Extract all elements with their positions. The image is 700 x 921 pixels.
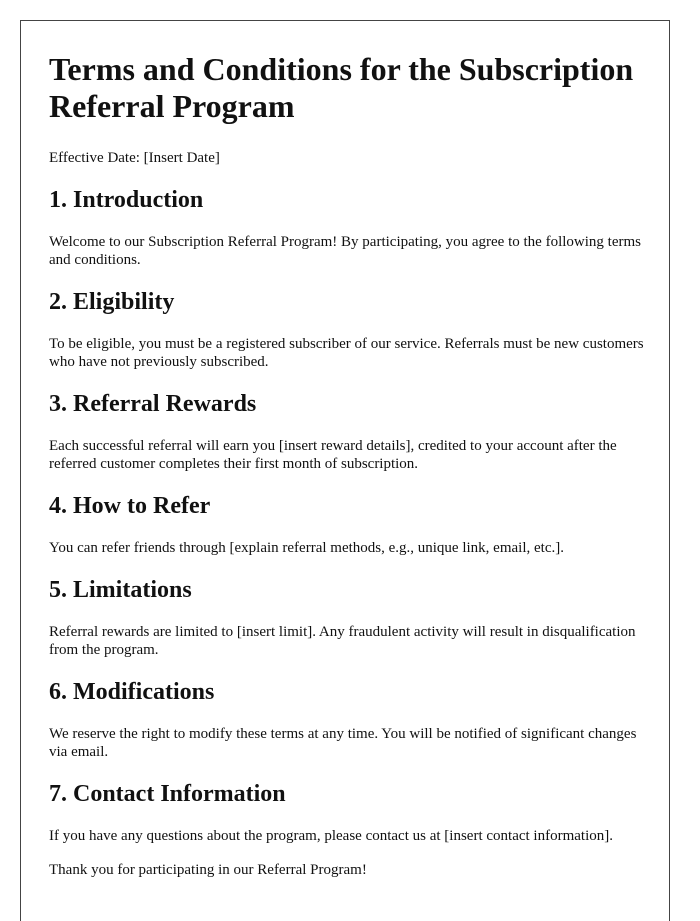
section-modifications — [49, 678, 649, 761]
closing-statement: Thank you for participating in our Referral Program! — [49, 862, 367, 878]
section-how-to-refer — [49, 492, 649, 557]
section-body: You can refer friends through [explain referral methods, e.g., unique link, email, etc.]. — [49, 540, 564, 556]
section-heading: 3. Referral Rewards — [49, 391, 257, 417]
document-page — [20, 20, 670, 921]
section-heading: 1. Introduction — [49, 187, 204, 213]
effective-date: Effective Date: [Insert Date] — [49, 150, 220, 166]
section-limitations — [49, 576, 649, 659]
section-eligibility — [49, 288, 649, 371]
section-heading: 4. How to Refer — [49, 493, 211, 519]
document-title: Terms and Conditions for the Subscription Referral Program — [49, 51, 634, 124]
section-body: Referral rewards are limited to [insert limit]. Any fraudulent activity will result in disqualification from the program. — [49, 624, 636, 658]
section-body: Each successful referral will earn you [insert reward details], credited to your account after the referred customer completes their first month of subscription. — [49, 438, 617, 472]
section-heading: 7. Contact Information — [49, 781, 286, 807]
section-heading: 6. Modifications — [49, 679, 215, 705]
section-heading: 5. Limitations — [49, 577, 192, 603]
section-body: We reserve the right to modify these terms at any time. You will be notified of significant changes via email. — [49, 726, 637, 760]
section-referral-rewards — [49, 390, 649, 473]
section-body: To be eligible, you must be a registered subscriber of our service. Referrals must be new customers who have not previously subscribed. — [49, 336, 644, 370]
section-heading: 2. Eligibility — [49, 289, 175, 315]
section-body: If you have any questions about the program, please contact us at [insert contact information]. — [49, 828, 613, 844]
section-contact-information — [49, 780, 649, 845]
section-introduction — [49, 186, 649, 269]
section-body: Welcome to our Subscription Referral Program! By participating, you agree to the following terms and conditions. — [49, 234, 641, 268]
